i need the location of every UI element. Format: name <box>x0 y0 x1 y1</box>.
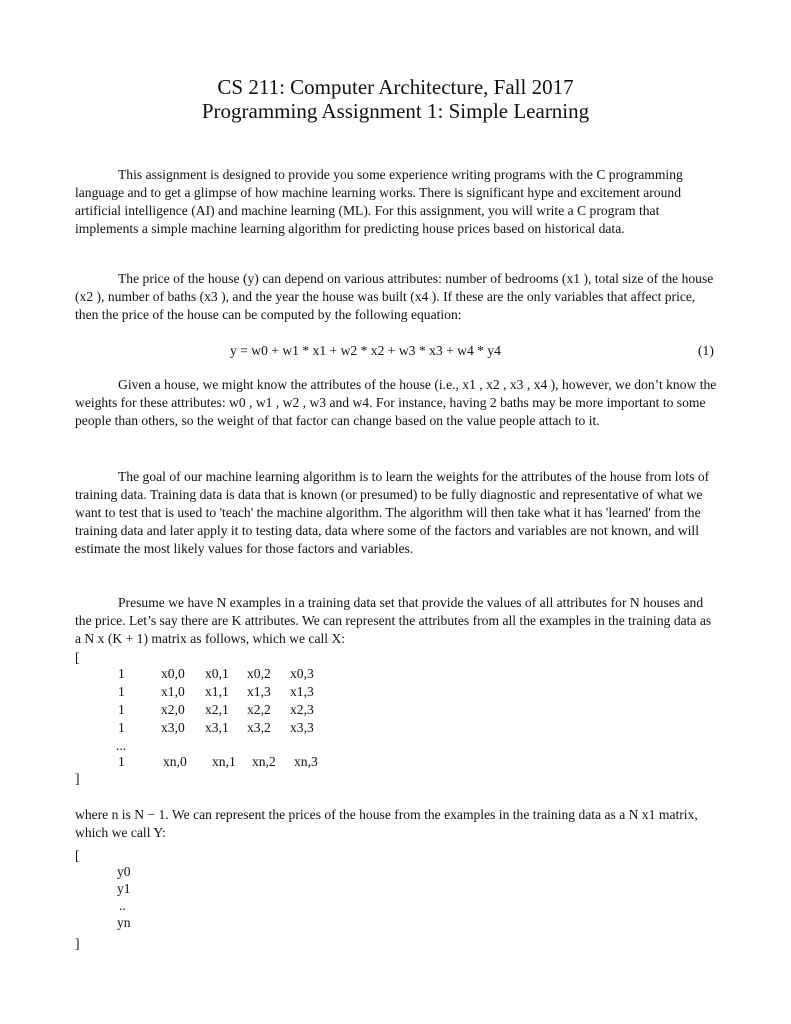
matrix-cell: x0,1 <box>205 666 229 681</box>
matrix-cell: x1,0 <box>161 684 185 699</box>
intro-paragraph: This assignment is designed to provide you some experience writing programs with the C programming language and to get a glimpse of how machine learning works. There is significant hype and excitement around artificial intelligence (AI) and machine learning (ML). For this assignment, you will write a C program that implements a simple machine learning algorithm for predicting house prices based on historical data. <box>75 167 683 236</box>
matrix-cell: xn,1 <box>212 754 236 769</box>
goal-paragraph: The goal of our machine learning algorithm is to learn the weights for the attributes of the house from lots of training data. Training data is data that is known (or presumed) to be fully diagnostic and representative of what we want to test that is used to 'teach' the machine algorithm. The algorithm will then take what it has 'learned' from the training data and later apply it to testing data, data where some of the factors and variables are not known, and will estimate the most likely values for those factors and variables. <box>75 469 710 556</box>
matrix-cell: x0,0 <box>161 666 185 681</box>
matrix-cell: 1 <box>118 720 125 735</box>
matrix-cell: 1 <box>118 684 125 699</box>
matrix-cell: x2,2 <box>247 702 271 717</box>
matrix-y-item: yn <box>117 915 131 930</box>
matrix-cell: xn,3 <box>294 754 318 769</box>
where-paragraph: where n is N − 1. We can represent the prices of the house from the examples in the training data as a N x1 matrix, which we call Y: <box>75 807 698 840</box>
matrix-y-ellipsis: .. <box>119 898 126 913</box>
matrix-y-item: y0 <box>117 864 131 879</box>
matrix-y-close-bracket: ] <box>75 936 80 951</box>
matrix-cell: x2,0 <box>161 702 185 717</box>
matrix-y-item: y1 <box>117 881 131 896</box>
matrix-cell: x1,3 <box>247 684 271 699</box>
matrix-cell: x0,2 <box>247 666 271 681</box>
matrix-x-open-bracket: [ <box>75 650 80 665</box>
matrix-cell: x3,1 <box>205 720 229 735</box>
weights-paragraph: Given a house, we might know the attributes of the house (i.e., x1 , x2 , x3 , x4 ), however, we don’t know the weights for these attributes: w0 , w1 , w2 , w3 and w4. For instance, having 2 baths may be more important to some people than others, so the weight of that factor can change based on the value people attach to it. <box>75 377 717 428</box>
matrix-cell: x1,1 <box>205 684 229 699</box>
document-title: CS 211: Computer Architecture, Fall 2017 <box>217 75 574 99</box>
matrix-x-ellipsis: ... <box>116 738 127 753</box>
matrix-cell: x3,2 <box>247 720 271 735</box>
matrix-cell: xn,0 <box>163 754 187 769</box>
matrix-cell: x2,3 <box>290 702 314 717</box>
training-data-paragraph: Presume we have N examples in a training data set that provide the values of all attributes for N houses and the price. Let’s say there are K attributes. We can represent the attributes from all the examples in the training data as a N x (K + 1) matrix as follows, which we call X: <box>75 595 712 646</box>
matrix-x-close-bracket: ] <box>75 771 80 786</box>
matrix-cell: x3,0 <box>161 720 185 735</box>
matrix-cell: 1 <box>118 666 125 681</box>
matrix-cell: x2,1 <box>205 702 229 717</box>
matrix-cell: 1 <box>118 754 125 769</box>
matrix-y-open-bracket: [ <box>75 848 80 863</box>
matrix-cell: 1 <box>118 702 125 717</box>
matrix-cell: x1,3 <box>290 684 314 699</box>
price-paragraph: The price of the house (y) can depend on various attributes: number of bedrooms (x1 ), total size of the house (x2 ), number of baths (x3 ), and the year the house was built (x4 ). If these are the only variables that affect price, then the price of the house can be computed by the following equation: <box>75 271 714 322</box>
price-equation: y = w0 + w1 * x1 + w2 * x2 + w3 * x3 + w4 * y4 <box>230 343 501 358</box>
document-subtitle: Programming Assignment 1: Simple Learning <box>201 99 590 123</box>
matrix-cell: xn,2 <box>252 754 276 769</box>
equation-number: (1) <box>698 343 714 358</box>
matrix-cell: x0,3 <box>290 666 314 681</box>
matrix-cell: x3,3 <box>290 720 314 735</box>
